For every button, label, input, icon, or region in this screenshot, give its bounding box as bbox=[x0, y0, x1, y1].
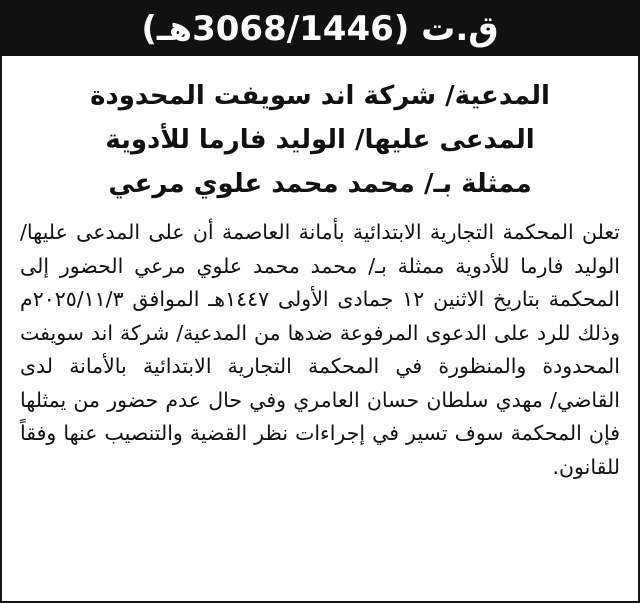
plaintiff-line: المدعية/ شركة اند سويفت المحدودة bbox=[90, 81, 550, 111]
parties-block bbox=[2, 74, 638, 206]
case-number-banner bbox=[2, 2, 638, 56]
notice-body: تعلن المحكمة التجارية الابتدائية بأمانة العاصمة أن على المدعى عليها/ الوليد فارما للأدوية ممثلة بـ/ محمد محمد علوي مرعي الحضور إلى المحكمة بتاريخ الاثنين ١٢ جمادى الأولى ١٤٤٧هـ الموافق ٢٠٢٥/١١/٣م وذلك للرد على الدعوى المرفوعة ضدها من المدعية/ شركة اند سويفت المحدودة والمنظورة في المحكمة التجارية الابتدائية بالأمانة لدى القاضي/ مهدي سلطان حسان العامري وفي حال عدم حضور من يمثلها فإن المحكمة سوف تسير في إجراءات نظر القضية والتنصيب عنها وفقاً للقانون. bbox=[20, 220, 621, 479]
case-number: ق.ت (3068/1446هـ) bbox=[141, 9, 499, 49]
defendant-line: المدعى عليها/ الوليد فارما للأدوية bbox=[105, 125, 535, 155]
representative-line: ممثلة بـ/ محمد محمد علوي مرعي bbox=[108, 169, 532, 199]
